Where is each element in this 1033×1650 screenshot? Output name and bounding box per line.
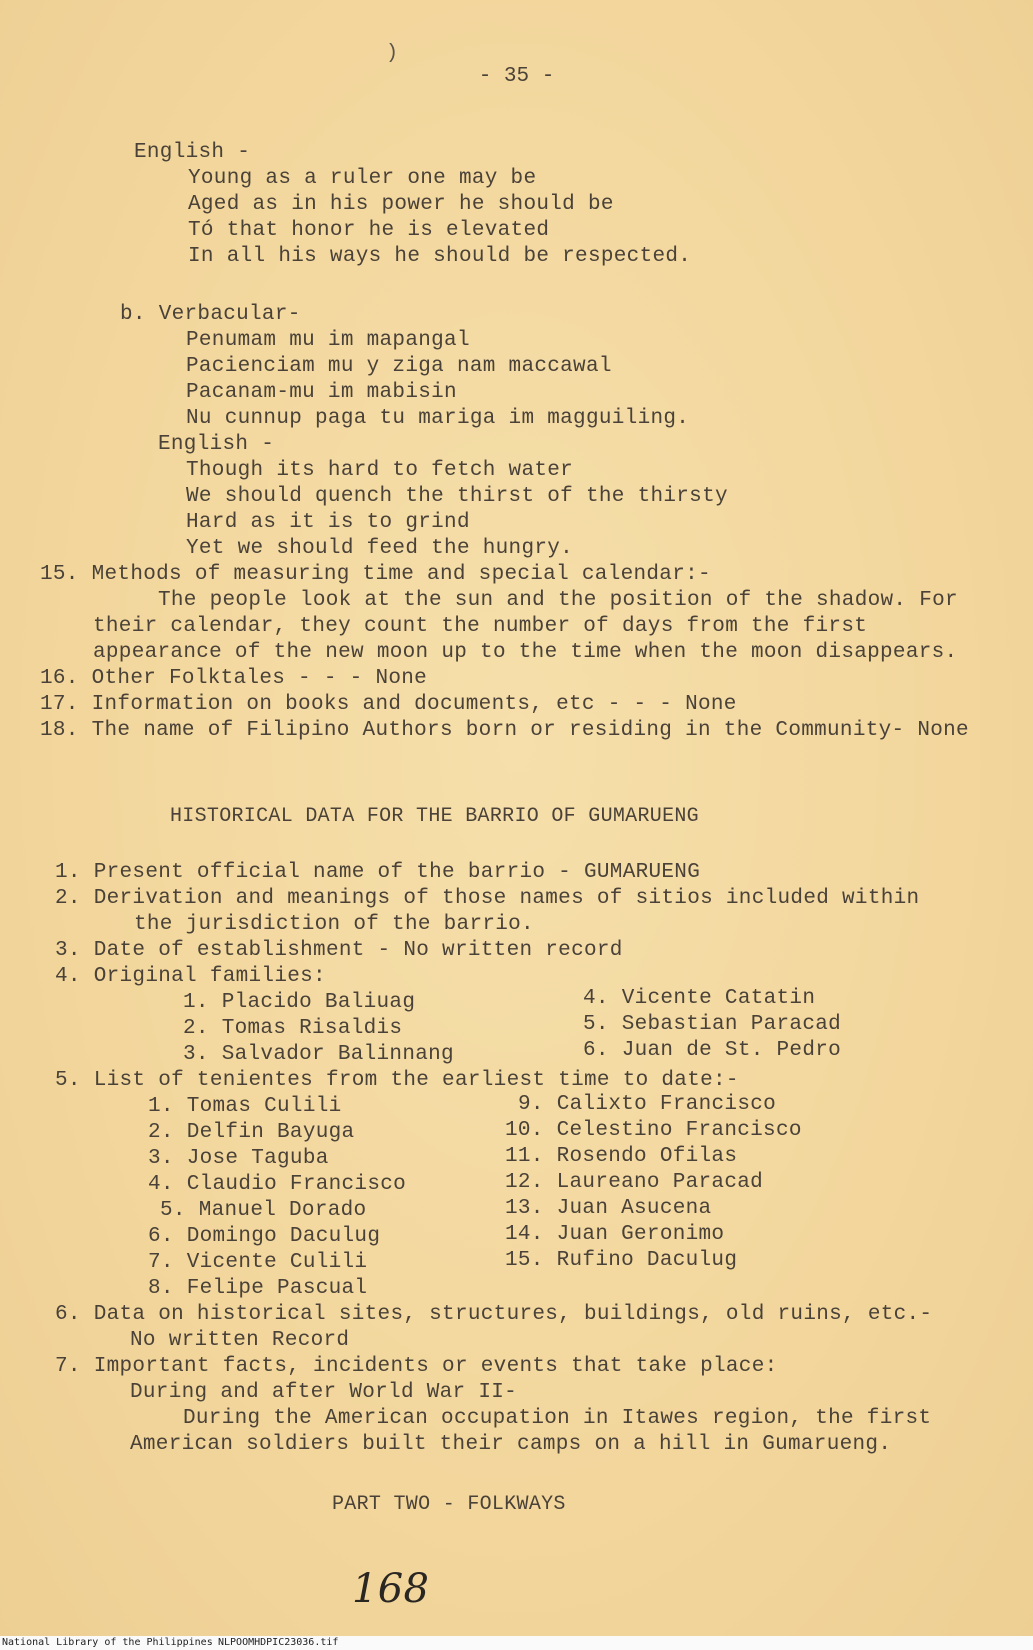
hist-item-1: 1. Present official name of the barrio - GUMARUENG [55,861,701,884]
hist-item-2: 2. Derivation and meanings of those names of sitios included within [55,887,920,910]
hist-item-2-cont: the jurisdiction of the barrio. [134,913,534,936]
poem-line: Yet we should feed the hungry. [186,537,574,560]
archive-footer [0,1636,1033,1650]
teniente-entry: 4. Claudio Francisco [148,1173,407,1196]
handwritten-page-number: 168 [352,1566,430,1612]
paragraph-line: American soldiers built their camps on a hill in Gumarueng. [130,1433,892,1456]
family-entry: 2. Tomas Risaldis [183,1017,403,1040]
hist-item-3: 3. Date of establishment - No written record [55,939,623,962]
poem-line: Nu cunnup paga tu mariga im magguiling. [186,407,690,430]
poem-line: Hard as it is to grind [186,511,470,534]
hist-item-5: 5. List of tenientes from the earliest time to date:- [55,1069,739,1092]
family-entry: 4. Vicente Catatin [583,987,816,1010]
footer-filename: NLPOOMHDPIC23036.tif [218,1637,339,1648]
teniente-entry: 6. Domingo Daculug [148,1225,381,1248]
item-18: 18. The name of Filipino Authors born or residing in the Community- None [40,719,969,742]
teniente-entry: 1. Tomas Culili [148,1095,342,1118]
teniente-entry: 13. Juan Asucena [505,1197,712,1220]
teniente-entry: 12. Laureano Paracad [505,1171,764,1194]
poem-line: Young as a ruler one may be [188,167,537,190]
paragraph-line: During the American occupation in Itawes region, the first [183,1407,932,1430]
hist-item-6-cont: No written Record [130,1329,350,1352]
family-entry: 1. Placido Baliuag [183,991,416,1014]
hist-item-7: 7. Important facts, incidents or events that take place: [55,1355,778,1378]
footer-library: National Library of the Philippines [2,1637,213,1648]
item-16: 16. Other Folktales - - - None [40,667,428,690]
teniente-entry: 8. Felipe Pascual [148,1277,368,1300]
teniente-entry: 7. Vicente Culili [148,1251,368,1274]
english-label: English - [158,433,275,456]
english-label: English - [134,141,251,164]
section-heading: HISTORICAL DATA FOR THE BARRIO OF GUMARUENG [170,805,699,828]
poem-line: Pacanam-mu im mabisin [186,381,457,404]
paragraph-line: The people look at the sun and the position of the shadow. For [158,589,958,612]
poem-line: We should quench the thirst of the thirsty [186,485,728,508]
vernacular-label: b. Verbacular- [120,303,301,326]
poem-line: Aged as in his power he should be [188,193,614,216]
hist-item-6: 6. Data on historical sites, structures, buildings, old ruins, etc.- [55,1303,933,1326]
family-entry: 3. Salvador Balinnang [183,1043,454,1066]
poem-line: Though its hard to fetch water [186,459,574,482]
hist-item-7-sub: During and after World War II- [130,1381,518,1404]
poem-line: In all his ways he should be respected. [188,245,692,268]
page-number: - 35 - [478,65,555,88]
item-15: 15. Methods of measuring time and special calendar:- [40,563,711,586]
teniente-entry: 10. Celestino Francisco [505,1119,802,1142]
family-entry: 6. Juan de St. Pedro [583,1039,842,1062]
poem-line: Penumam mu im mapangal [186,329,470,352]
teniente-entry: 14. Juan Geronimo [505,1223,725,1246]
poem-line: Tó that honor he is elevated [188,219,550,242]
pencil-mark: ) [386,42,399,65]
part-two-heading: PART TWO - FOLKWAYS [332,1493,566,1516]
teniente-entry: 3. Jose Taguba [148,1147,329,1170]
paragraph-line: their calendar, they count the number of days from the first [93,615,868,638]
teniente-entry: 5. Manuel Dorado [160,1199,367,1222]
teniente-entry: 2. Delfin Bayuga [148,1121,355,1144]
poem-line: Pacienciam mu y ziga nam maccawal [186,355,612,378]
paragraph-line: appearance of the new moon up to the time when the moon disappears. [93,641,958,664]
family-entry: 5. Sebastian Paracad [583,1013,842,1036]
item-17: 17. Information on books and documents, etc - - - None [40,693,737,716]
teniente-entry: 11. Rosendo Ofilas [505,1145,738,1168]
teniente-entry: 15. Rufino Daculug [505,1249,738,1272]
teniente-entry: 9. Calixto Francisco [518,1093,777,1116]
hist-item-4: 4. Original families: [55,965,326,988]
